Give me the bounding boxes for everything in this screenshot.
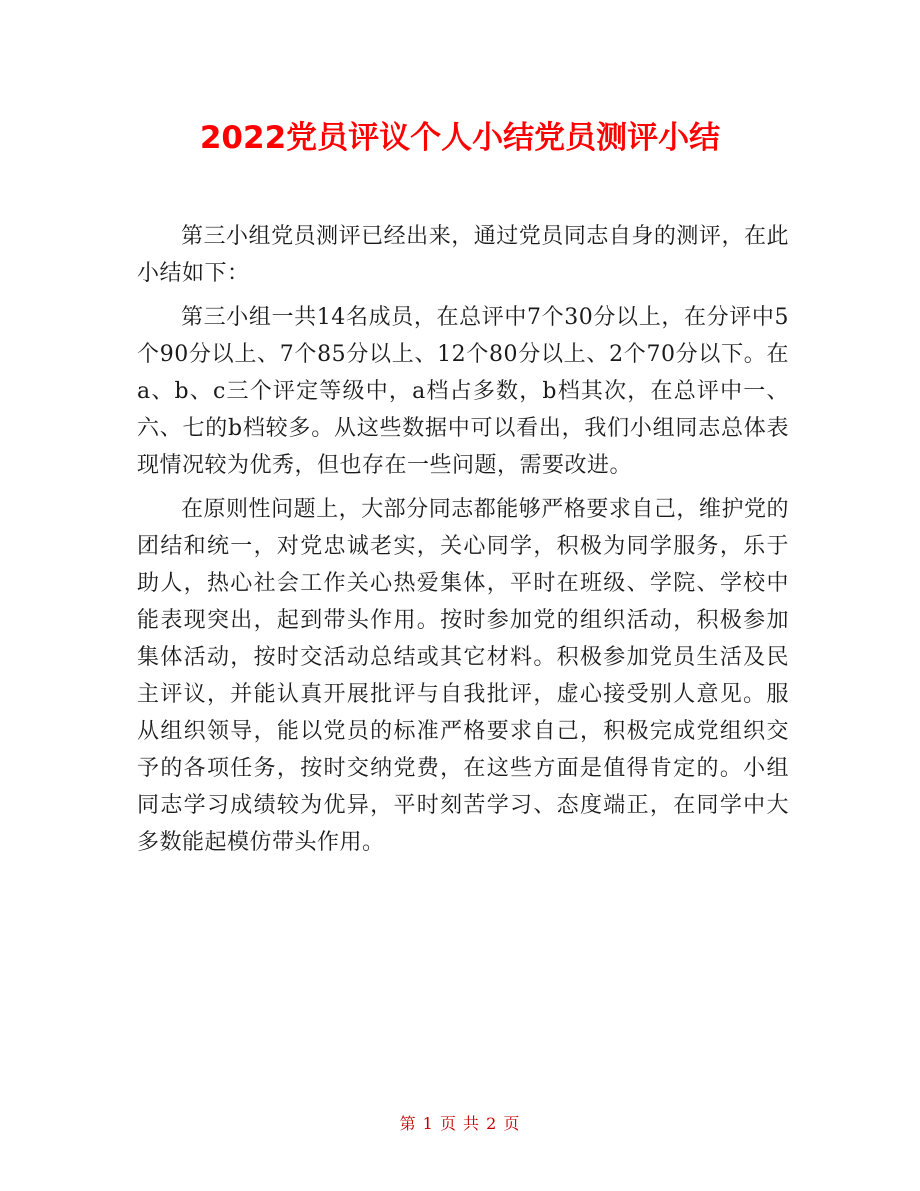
paragraph-intro: 第三小组党员测评已经出来，通过党员同志自身的测评，在此小结如下：: [137, 224, 789, 286]
document-body: [137, 218, 789, 861]
paragraph-statistics: 第三小组一共14名成员，在总评中7个30分以上，在分评中5个90分以上、7个85分以上、12个80分以上、2个70分以下。在a、b、c三个评定等级中，a档占多数，b档其次，在总评中一、六、七的b档较多。从这些数据中可以看出，我们小组同志总体表现情况较为优秀，但也存在一些问题，需要改进。: [137, 305, 789, 478]
page-number-footer: 第 1 页 共 2 页: [399, 1114, 521, 1133]
document-title: 2022党员评议个人小结党员测评小结: [199, 120, 721, 156]
paragraph-principles: 在原则性问题上，大部分同志都能够严格要求自己，维护党的团结和统一，对党忠诚老实，关心同学，积极为同学服务，乐于助人，热心社会工作关心热爱集体，平时在班级、学院、学校中能表现突出，起到带头作用。按时参加党的组织活动，积极参加集体活动，按时交活动总结或其它材料。积极参加党员生活及民主评议，并能认真开展批评与自我批评，虚心接受别人意见。服从组织领导，能以党员的标准严格要求自己，积极完成党组织交予的各项任务，按时交纳党费，在这些方面是值得肯定的。小组同志学习成绩较为优异，平时刻苦学习、态度端正，在同学中大多数能起模仿带头作用。: [137, 497, 789, 855]
